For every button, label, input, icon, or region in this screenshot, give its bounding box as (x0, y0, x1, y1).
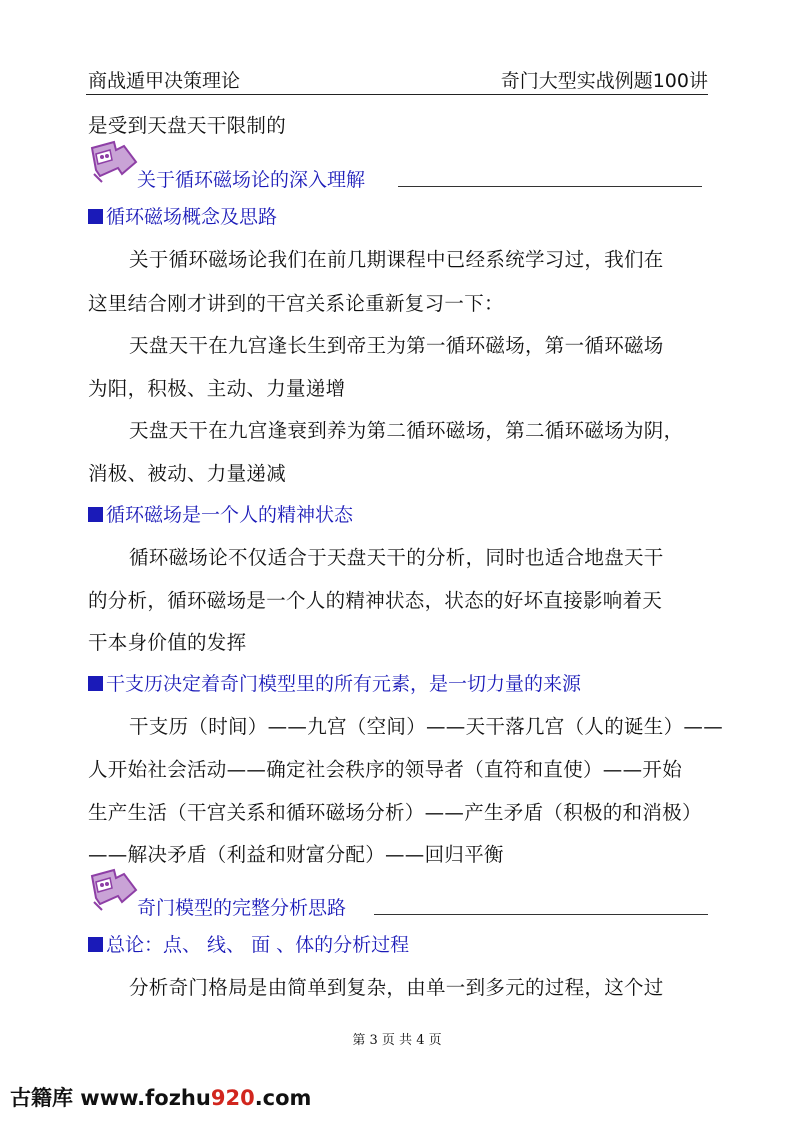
paragraph-line: ——解决矛盾（利益和财富分配）——回归平衡 (88, 843, 504, 866)
paragraph-line: 干支历（时间）——九宫（空间）——天干落几宫（人的诞生）—— (129, 715, 723, 738)
pencil-pointer-icon (88, 868, 138, 912)
paragraph-line: 的分析，循环磁场是一个人的精神状态，状态的好坏直接影响着天 (88, 589, 663, 612)
section-title-underline (374, 914, 708, 915)
section-title-underline (398, 186, 702, 187)
paragraph-line: 这里结合刚才讲到的干宫关系论重新复习一下： (88, 292, 504, 315)
pencil-pointer-icon (88, 140, 138, 184)
paragraph-line: 天盘天干在九宫逢衰到养为第二循环磁场，第二循环磁场为阴， (129, 419, 684, 442)
section-title-full-analysis: 奇门模型的完整分析思路 (137, 897, 347, 919)
bullet-square-icon (88, 937, 103, 952)
paragraph-line: 干本身价值的发挥 (88, 631, 247, 654)
paragraph-line: 人开始社会活动——确定社会秩序的领导者（直符和直使）——开始 (88, 758, 682, 781)
bullet-square-icon (88, 507, 103, 522)
paragraph-line: 为阳，积极、主动、力量递增 (88, 377, 346, 400)
paragraph-line: 生产生活（干宫关系和循环磁场分析）——产生矛盾（积极的和消极） (88, 801, 702, 824)
subheading-concept: 循环磁场概念及思路 (88, 202, 277, 229)
page-number: 第 3 页 共 4 页 (352, 1033, 442, 1048)
paragraph-line: 分析奇门格局是由简单到复杂，由单一到多元的过程，这个过 (129, 976, 664, 999)
header-left-title: 商战遁甲决策理论 (88, 70, 241, 92)
paragraph-line: 循环磁场论不仅适合于天盘天干的分析，同时也适合地盘天干 (129, 546, 664, 569)
watermark-brand: 古籍库 www.fozhu920.com (10, 1086, 312, 1110)
header-right-title: 奇门大型实战例题100讲 (500, 70, 708, 92)
paragraph-line: 消极、被动、力量递减 (88, 462, 287, 485)
bullet-square-icon (88, 676, 103, 691)
header-divider (86, 94, 708, 95)
subheading-overview: 总论：点、 线、 面 、体的分析过程 (88, 930, 409, 957)
paragraph-line: 天盘天干在九宫逢长生到帝王为第一循环磁场，第一循环磁场 (129, 334, 664, 357)
intro-line: 是受到天盘天干限制的 (88, 114, 287, 137)
subheading-ganzhi-calendar: 干支历决定着奇门模型里的所有元素，是一切力量的来源 (88, 669, 581, 696)
subheading-mental-state: 循环磁场是一个人的精神状态 (88, 500, 353, 527)
section-title-magnetic-field: 关于循环磁场论的深入理解 (137, 169, 366, 191)
bullet-square-icon (88, 209, 103, 224)
paragraph-line: 关于循环磁场论我们在前几期课程中已经系统学习过，我们在 (129, 248, 664, 271)
